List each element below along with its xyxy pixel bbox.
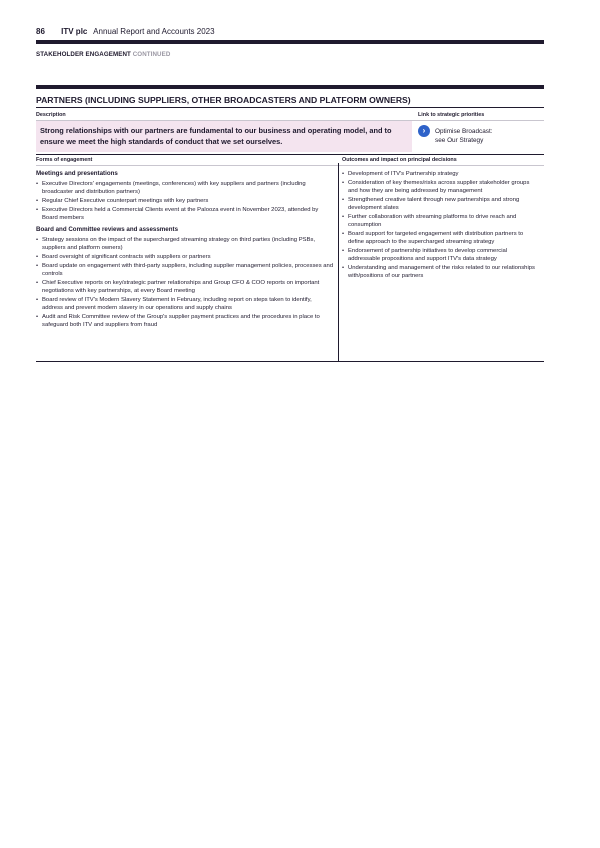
list-item: • Board review of ITV's Modern Slavery Statement in February, including report on steps taken to identify, address and prevent modern slavery in our operations and supply chains bbox=[36, 296, 334, 312]
column-separator bbox=[338, 163, 339, 361]
forms-header: Forms of engagement bbox=[36, 157, 93, 163]
outcomes-header: Outcomes and impact on principal decisions bbox=[342, 157, 457, 163]
description-rule bbox=[36, 154, 544, 155]
section-continued: CONTINUED bbox=[132, 51, 171, 58]
strategy-link-line1: Optimise Broadcast: bbox=[435, 128, 493, 135]
list-item: • Further collaboration with streaming platforms to drive reach and consumption bbox=[342, 213, 540, 229]
list-item: • Board update on engagement with third-party suppliers, including supplier management policies, processes and controls bbox=[36, 262, 334, 278]
chevron-right-icon[interactable]: › bbox=[418, 125, 430, 137]
page-header bbox=[36, 27, 215, 36]
title-rule bbox=[36, 107, 544, 108]
section-label bbox=[36, 51, 170, 58]
forms-group2-title: Board and Committee reviews and assessments bbox=[36, 226, 179, 233]
page-title: PARTNERS (INCLUDING SUPPLIERS, OTHER BROADCASTERS AND PLATFORM OWNERS) bbox=[36, 95, 411, 105]
brand-name: ITV plc bbox=[61, 27, 88, 36]
strategy-link[interactable] bbox=[435, 127, 493, 145]
list-item: • Strengthened creative talent through new partnerships and strong development slates bbox=[342, 196, 540, 212]
page-number: 86 bbox=[36, 27, 45, 36]
header-rule bbox=[36, 40, 544, 44]
list-item: • Executive Directors' engagements (meetings, conferences) with key suppliers and partners (including broadcaster and distribution partners) bbox=[36, 180, 334, 196]
list-item: • Audit and Risk Committee review of the Group's supplier payment practices and the procedures in place to safeguard both ITV and suppliers from fraud bbox=[36, 313, 334, 329]
section-rule bbox=[36, 85, 544, 89]
list-item: • Chief Executive reports on key/strategic partner relationships and Group CFO & COO reports on important negotiations with key partnerships, at every Board meeting bbox=[36, 279, 334, 295]
list-item: • Executive Directors held a Commercial Clients event at the Palooza event in November 2023, attended by Board members bbox=[36, 206, 334, 222]
list-item: • Consideration of key themes/risks across supplier stakeholder groups and how they are being addressed by management bbox=[342, 179, 540, 195]
list-item: • Understanding and management of the risks related to our relationships with/positions of our partners bbox=[342, 264, 540, 280]
list-item: • Development of ITV's Partnership strategy bbox=[342, 170, 540, 178]
list-item: • Board support for targeted engagement with distribution partners to define approach to the supercharged streaming strategy bbox=[342, 230, 540, 246]
list-item: • Regular Chief Executive counterpart meetings with key partners bbox=[36, 197, 334, 205]
strategy-link-line2: see Our Strategy bbox=[435, 137, 484, 144]
description-header: Description bbox=[36, 112, 66, 118]
section-label-text: STAKEHOLDER ENGAGEMENT bbox=[36, 51, 131, 58]
link-header: Link to strategic priorities bbox=[418, 112, 485, 118]
description-text: Strong relationships with our partners are fundamental to our business and operating model, and to ensure we meet the high standards of conduct that we set ourselves. bbox=[40, 126, 392, 146]
columns-divider bbox=[36, 165, 544, 166]
outcomes-column bbox=[342, 170, 540, 281]
forms-group1-title: Meetings and presentations bbox=[36, 170, 118, 177]
forms-column bbox=[36, 170, 334, 330]
table-bottom-rule bbox=[36, 361, 544, 362]
list-item: • Strategy sessions on the impact of the supercharged streaming strategy on third parties (including PSBs, suppliers and platform owners) bbox=[36, 236, 334, 252]
publication-title: Annual Report and Accounts 2023 bbox=[93, 27, 215, 36]
list-item: • Endorsement of partnership initiatives to develop commercial addressable propositions and support ITV's data strategy bbox=[342, 247, 540, 263]
list-item: • Board oversight of significant contracts with suppliers or partners bbox=[36, 253, 334, 261]
